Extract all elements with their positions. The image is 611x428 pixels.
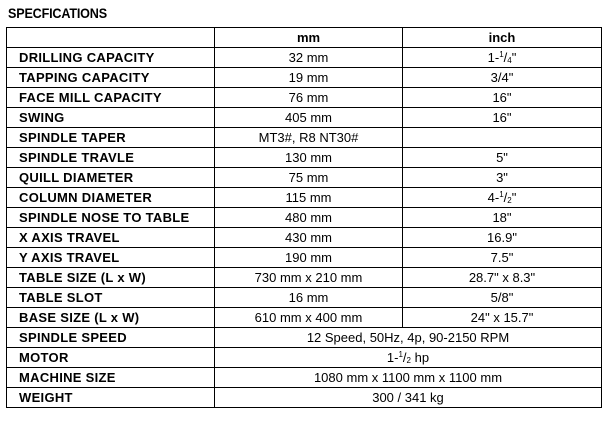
spec-value-inch: 3" <box>403 168 602 188</box>
spec-value-mm: 75 mm <box>215 168 403 188</box>
spec-label: SPINDLE TRAVLE <box>7 148 215 168</box>
spec-label: MOTOR <box>7 348 215 368</box>
header-label-cell <box>7 28 215 48</box>
spec-label: DRILLING CAPACITY <box>7 48 215 68</box>
spec-value-inch: 16" <box>403 88 602 108</box>
spec-value-mm: 405 mm <box>215 108 403 128</box>
table-row <box>7 368 602 388</box>
spec-value-mm: 115 mm <box>215 188 403 208</box>
table-row <box>7 308 602 328</box>
spec-value-mm: 130 mm <box>215 148 403 168</box>
spec-value-mm: 16 mm <box>215 288 403 308</box>
spec-value-merged: $1-^1/_2$ hp <box>215 348 602 368</box>
table-row <box>7 48 602 68</box>
spec-label: QUILL DIAMETER <box>7 168 215 188</box>
spec-value-inch: 7.5" <box>403 248 602 268</box>
spec-value-merged: 300 / 341 kg <box>215 388 602 408</box>
spec-value-inch: 5" <box>403 148 602 168</box>
table-row <box>7 188 602 208</box>
spec-label: TABLE SIZE (L x W) <box>7 268 215 288</box>
spec-label: X AXIS TRAVEL <box>7 228 215 248</box>
table-row <box>7 228 602 248</box>
table-row <box>7 148 602 168</box>
spec-label: TAPPING CAPACITY <box>7 68 215 88</box>
table-row <box>7 168 602 188</box>
table-row <box>7 88 602 108</box>
spec-label: SWING <box>7 108 215 128</box>
spec-value-mm: 610 mm x 400 mm <box>215 308 403 328</box>
spec-value-merged: 1080 mm x 1100 mm x 1100 mm <box>215 368 602 388</box>
table-body <box>7 48 602 408</box>
table-row <box>7 288 602 308</box>
table-row <box>7 108 602 128</box>
spec-label: FACE MILL CAPACITY <box>7 88 215 108</box>
spec-value-inch: 16.9" <box>403 228 602 248</box>
spec-value-inch: 16" <box>403 108 602 128</box>
spec-value-mm: 430 mm <box>215 228 403 248</box>
spec-value-mm: 190 mm <box>215 248 403 268</box>
spec-value-mm: 480 mm <box>215 208 403 228</box>
specifications-table <box>6 27 602 408</box>
spec-value-inch: 3/4" <box>403 68 602 88</box>
spec-value-mm: 32 mm <box>215 48 403 68</box>
spec-label: SPINDLE SPEED <box>7 328 215 348</box>
spec-label: MACHINE SIZE <box>7 368 215 388</box>
page-title: SPECFICATIONS <box>8 5 107 21</box>
table-row <box>7 68 602 88</box>
spec-value-inch <box>403 128 602 148</box>
spec-label: SPINDLE NOSE TO TABLE <box>7 208 215 228</box>
spec-value-mm: 19 mm <box>215 68 403 88</box>
table-row <box>7 268 602 288</box>
spec-value-mm: 76 mm <box>215 88 403 108</box>
spec-value-inch: 24" x 15.7" <box>403 308 602 328</box>
table-row <box>7 208 602 228</box>
spec-label: SPINDLE TAPER <box>7 128 215 148</box>
spec-value-inch: 28.7" x 8.3" <box>403 268 602 288</box>
spec-label: BASE SIZE (L x W) <box>7 308 215 328</box>
spec-value-inch: $1-^1/_4$" <box>403 48 602 68</box>
header-inch: inch <box>403 28 602 48</box>
spec-value-inch: 18" <box>403 208 602 228</box>
spec-value-inch: 5/8" <box>403 288 602 308</box>
spec-value-merged: 12 Speed, 50Hz, 4p, 90-2150 RPM <box>215 328 602 348</box>
table-row <box>7 128 602 148</box>
table-row <box>7 348 602 368</box>
spec-value-mm: MT3#, R8 NT30# <box>215 128 403 148</box>
table-row <box>7 388 602 408</box>
spec-value-mm: 730 mm x 210 mm <box>215 268 403 288</box>
table-row <box>7 328 602 348</box>
header-row <box>7 28 602 48</box>
spec-label: COLUMN DIAMETER <box>7 188 215 208</box>
spec-value-inch: $4-^1/_2$" <box>403 188 602 208</box>
spec-label: TABLE SLOT <box>7 288 215 308</box>
table-row <box>7 248 602 268</box>
spec-label: WEIGHT <box>7 388 215 408</box>
header-mm: mm <box>215 28 403 48</box>
spec-label: Y AXIS TRAVEL <box>7 248 215 268</box>
